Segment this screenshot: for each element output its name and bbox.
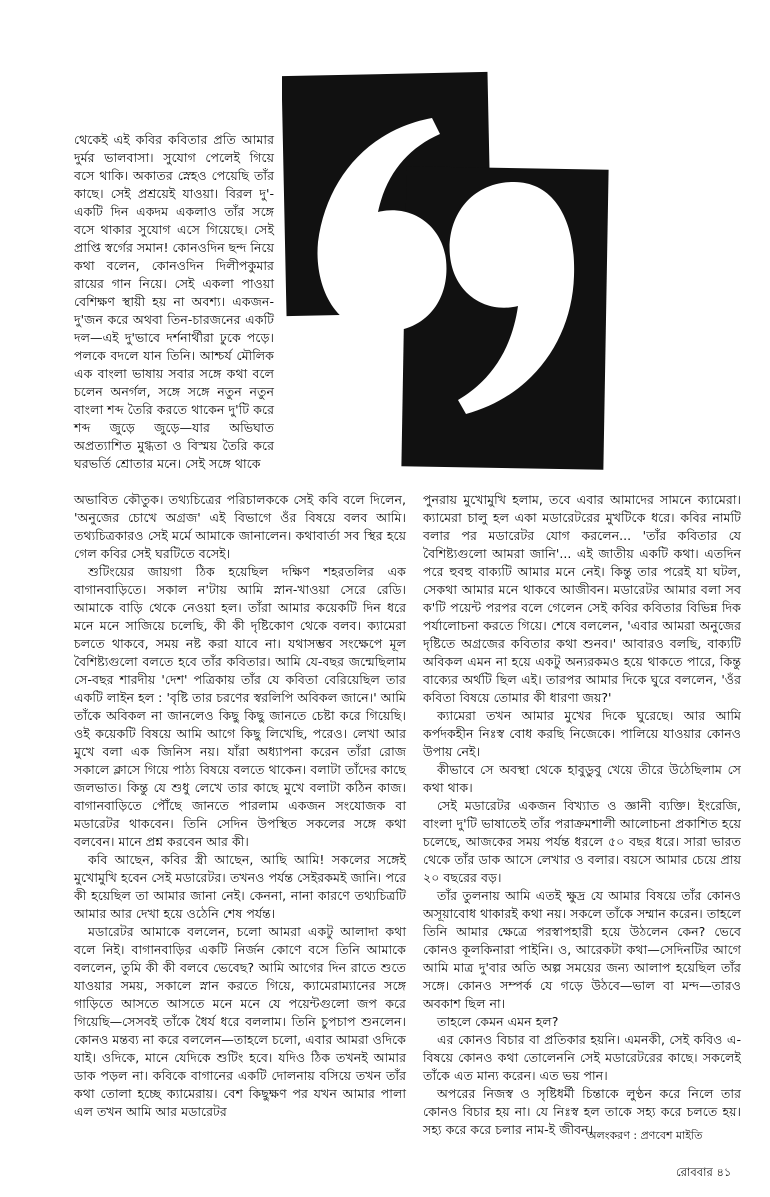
left-column	[74, 491, 406, 1121]
right-column	[423, 491, 741, 1139]
quotation-marks-illustration	[282, 70, 612, 470]
right-paragraph-2: ক্যামেরা তখন আমার মুখের দিকে ঘুরেছে। আর আমি কর্পদকহীন নিঃস্ব বোধ করছি নিজেকে। পালিয়ে যাওয়ার কোনও উপায় নেই।	[423, 708, 741, 759]
left-intro-text	[74, 131, 274, 473]
right-paragraph-8: অপরের নিজস্ব ও সৃষ্টিধর্মী চিন্তাকে লুণ্ঠন করে নিলে তার কোনও বিচার হয় না। যে নিঃস্ব হল তাকে সহ্য করে চলতে হয়। সহ্য করে করে চলার নাম-ই জীবন।	[423, 1086, 741, 1137]
right-paragraph-5: তাঁর তুলনায় আমি এতই ক্ষুদ্র যে আমার বিষয়ে তাঁর কোনও অসূয়াবোধ থাকারই কথা নয়। সকলে তাঁকে সম্মান করেন। তাহলে তিনি আমার ক্ষেত্রে পরস্বাপহারী হয়ে উঠলেন কেন? ভেবে কোনও কূলকিনারা পাইনি। ও, আরেকটা কথা—সেদিনটির আগে আমি মাত্র দু'বার অতি অল্প সময়ের জন্য আলাপ হয়েছিল তাঁর সঙ্গে। কোনও সম্পর্ক যে গড়ে উঠবে—ভাল বা মন্দ—তারও অবকাশ ছিল না।	[423, 888, 741, 1011]
right-paragraph-1: পুনরায় মুখোমুখি হলাম, তবে এবার আমাদের সামনে ক্যামেরা। ক্যামেরা চালু হল একা মডারেটরের মুখটিকে ধরে। কবির নামটি বলার পর মডারেটর যোগ করলেন... 'তাঁর কবিতার যে বৈশিষ্ট্যগুলো আমরা জানি'... এই জাতীয় একটি কথা। এতদিন পরে হুবহু বাক্যটি আমার মনে নেই। কিন্তু তার পরেই যা ঘটল, সেকথা আমার মনে থাকবে আজীবন। মডারেটর আমার বলা সব ক'টি পয়েন্ট পরপর বলে গেলেন সেই কবির কবিতার বিভিন্ন দিক পর্যালোচনা করতে গিয়ে। শেষে বললেন, 'এবার আমরা অনুজের দৃষ্টিতে অগ্রজের কবিতার কথা শুনব।' আবারও বলছি, বাক্যটি অবিকল এমন না হয়ে একটু অন্যরকমও হয়ে থাকতে পারে, কিন্তু বাক্যের অর্থটি ছিল এই। তারপর আমার দিকে ঘুরে বললেন, 'ওঁর কবিতা বিষয়ে তোমার কী ধারণা জয়?'	[423, 492, 741, 705]
left-paragraph-3: কবি আছেন, কবির স্ত্রী আছেন, আছি আমি! সকলের সঙ্গেই মুখোমুখি হবেন সেই মডারেটর। তখনও পর্যন্ত সেইরকমই জানি। পরে কী হয়েছিল তা আমার জানা নেই। কেননা, নানা কারণে তথ্যচিত্রটি আমার আর দেখা হয়ে ওঠেনি শেষ পর্যন্ত।	[74, 852, 406, 921]
left-paragraph-4: মডারেটর আমাকে বললেন, চলো আমরা একটু আলাদা কথা বলে নিই। বাগানবাড়ির একটি নির্জন কোণে বসে তিনি আমাকে বললেন, তুমি কী কী বলবে ভেবেছ? আমি আগের দিন রাতে শুতে যাওয়ার সময়, সকালে স্নান করতে গিয়ে, ক্যামেরাম্যানের সঙ্গে গাড়িতে আসতে আসতে মনে মনে যে পয়েন্টগুলো জপ করে গিয়েছি—সেসবই তাঁকে ধৈর্য ধরে বললাম। তিনি চুপচাপ শুনলেন। কোনও মন্তব্য না করে বললেন—তাহলে চলো, এবার আমরা ওদিকে যাই। ওদিকে, মানে যেদিকে শুটিং হবে। যদিও ঠিক তখনই আমার ডাক পড়ল না। কবিকে বাগানের একটি দোলনায় বসিয়ে তখন তাঁর কথা তোলা হচ্ছে ক্যামেরায়। বেশ কিছুক্ষণ পর যখন আমার পালা এল তখন আমি আর মডারেটর	[74, 924, 406, 1119]
right-paragraph-4: সেই মডারেটর একজন বিখ্যাত ও জ্ঞানী ব্যক্তি। ইংরেজি, বাংলা দু'টি ভাষাতেই তাঁর পরাক্রমশালী আলোচনা প্রকাশিত হয়ে চলেছে, আজকের সময় পর্যন্ত ধরলে ৫০ বছর ধরে। সারা ভারত থেকে তাঁর ডাক আসে লেখার ও বলার। বয়সে আমার চেয়ে প্রায় ২০ বছরের বড়।	[423, 798, 741, 885]
right-paragraph-7: এর কোনও বিচার বা প্রতিকার হয়নি। এমনকী, সেই কবিও এ-বিষয়ে কোনও কথা তোলেননি সেই মডারেটরের কাছে। সকলেই তাঁকে এত মান্য করেন। এত ভয় পান।	[423, 1032, 741, 1083]
right-paragraph-6: তাহলে কেমন এমন হল?	[437, 1014, 559, 1029]
left-paragraph-2: শুটিংয়ের জায়গা ঠিক হয়েছিল দক্ষিণ শহরতলির এক বাগানবাড়িতে। সকাল ন'টায় আমি স্নান-খাওয়া সেরে রেডি। আমাকে বাড়ি থেকে নেওয়া হল। তাঁরা আমার কয়েকটি দিন ধরে মনে মনে সাজিয়ে চলেছি, কী কী দৃষ্টিকোণ থেকে বলব। ক্যামেরা চলতে থাকবে, সময় নষ্ট করা যাবে না। যথাসম্ভব সংক্ষেপে মূল বৈশিষ্ট্যগুলো বলতে হবে তাঁর কবিতার। আমি যে-বছর জন্মেছিলাম সে-বছর শারদীয় 'দেশ' পত্রিকায় তাঁর যে কবিতা বেরিয়েছিল তার একটি লাইন হল : 'বৃষ্টি তার চরণের স্বরলিপি অবিকল জানে।' আমি তাঁকে অবিকল না জানলেও কিছু কিছু জানতে চেষ্টা করে গিয়েছি। ওই কয়েকটি বিষয়ে আমি আগে কিছু লিখেছি, পরেও। লেখা আর মুখে বলা এক জিনিস নয়। যাঁরা অধ্যাপনা করেন তাঁরা রোজ সকালে ক্লাসে গিয়ে পাঠ্য বিষয়ে বলতে থাকেন। বলাটা তাঁদের কাছে জলভাত। কিন্তু যে শুধু লেখে তার কাছে মুখে বলাটা কঠিন কাজ। বাগানবাড়িতে পৌঁছে জানতে পারলাম একজন সংযোজক বা মডারেটর থাকবেন। তিনি সেদিন উপস্থিত সকলের সঙ্গে কথা বলবেন। মানে প্রশ্ন করবেন আর কী।	[74, 564, 406, 849]
page-footer: রোববার ৪১	[676, 1165, 732, 1179]
left-paragraph-1: অভাবিত কৌতুক। তথ্যচিত্রের পরিচালককে সেই কবি বলে দিলেন, 'অনুজের চোখে অগ্রজ' এই বিভাগে ওঁর বিষয়ে বলব আমি। তথ্যচিত্রকারও সেই মর্মে আমাকে জানালেন। কথাবার্তা সব স্থির হয়ে গেল কবির সেই ঘরটিতে বসেই।	[74, 492, 406, 561]
intro-paragraph: থেকেই এই কবির কবিতার প্রতি আমার দুর্মর ভালবাসা। সুযোগ পেলেই গিয়ে বসে থাকি। অকাতর স্নেহও পেয়েছি তাঁর কাছে। সেই প্রশ্রয়েই যাওয়া। বিরল দু'-একটি দিন একদম একলাও তাঁর সঙ্গে বসে থাকার সুযোগ এসে গিয়েছে। সেই প্রাপ্তি স্বর্গের সমান! কোনওদিন ছন্দ নিয়ে কথা বলেন, কোনওদিন দিলীপকুমার রায়ের গান নিয়ে। সেই একলা পাওয়া বেশিক্ষণ স্থায়ী হয় না অবশ্য। একজন-দু'জন করে অথবা তিন-চারজনের একটি দল—এই দু'ভাবে দর্শনার্থীরা ঢুকে পড়ে। পলকে বদলে যান তিনি। আশ্চর্য মৌলিক এক বাংলা ভাষায় সবার সঙ্গে কথা বলে চলেন অনর্গল, সঙ্গে সঙ্গে নতুন নতুন বাংলা শব্দ তৈরি করতে থাকেন দু'টি করে শব্দ জুড়ে জুড়ে—যার অভিঘাত অপ্রত্যাশিত মুগ্ধতা ও বিস্ময় তৈরি করে ঘরভর্তি শ্রোতার মনে। সেই সঙ্গে থাকে	[74, 132, 274, 471]
illustration-credit: অলংকরণ : প্রণবেশ মাইতি	[587, 1129, 703, 1142]
right-paragraph-3: কীভাবে সে অবস্থা থেকে হাবুডুবু খেয়ে তীরে উঠেছিলাম সে কথা থাক।	[423, 762, 741, 795]
